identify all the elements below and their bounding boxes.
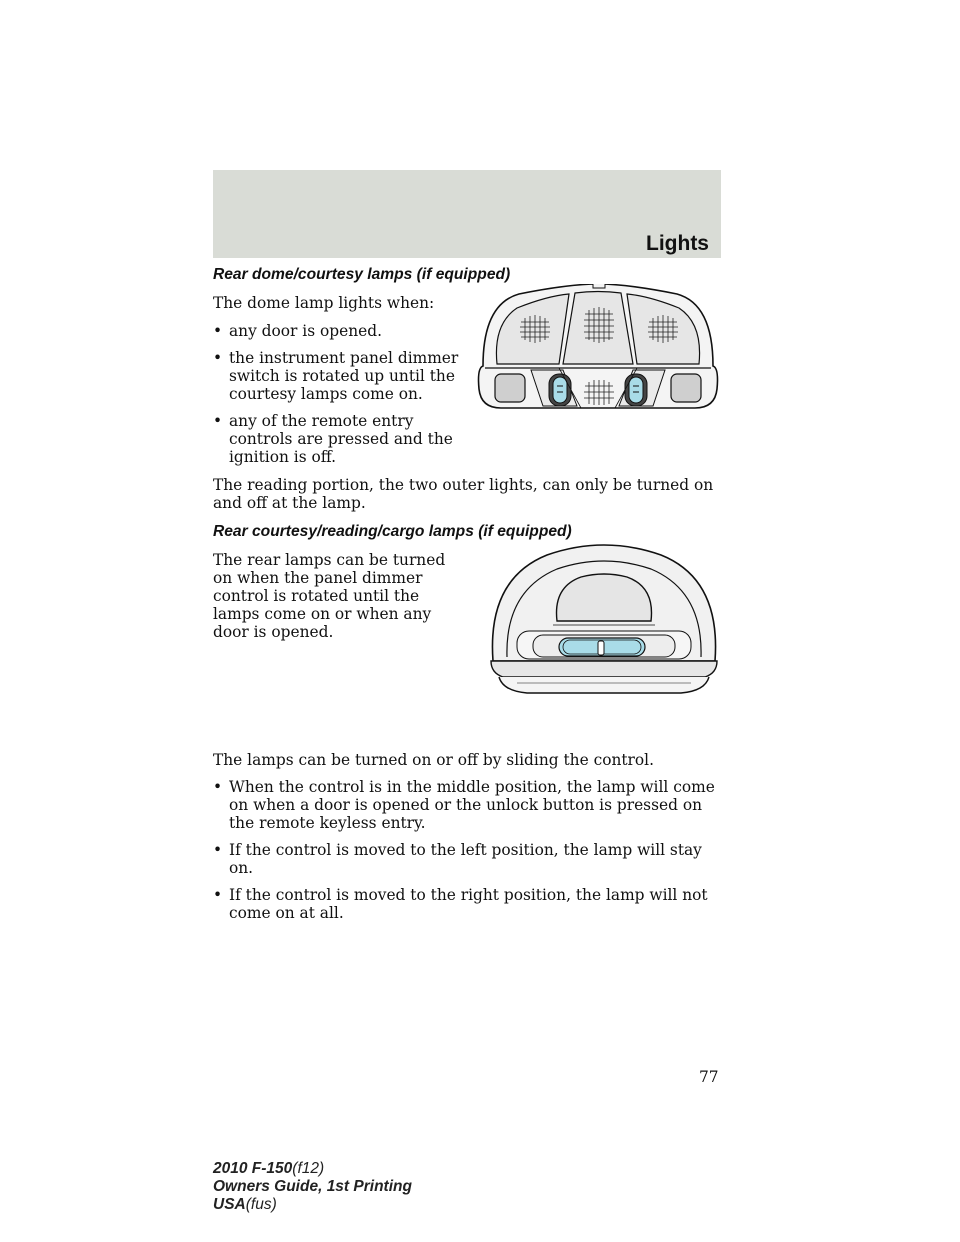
section-title: Lights bbox=[646, 232, 709, 255]
region-name: USA bbox=[213, 1196, 246, 1213]
rear-courtesy-section bbox=[213, 523, 721, 641]
model-name: 2010 F-150 bbox=[213, 1160, 293, 1177]
print-info-line-1 bbox=[213, 1160, 412, 1178]
list-item: • If the control is moved to the right position, the lamp will not come on at all. bbox=[213, 886, 721, 922]
list-item: • When the control is in the middle position, the lamp will come on when a door is opened or the unlock button is pressed on the remote keyless entry. bbox=[213, 778, 721, 832]
model-code: (f12) bbox=[292, 1160, 325, 1177]
print-info-line-3 bbox=[213, 1196, 412, 1214]
list-item: • any door is opened. bbox=[213, 322, 463, 340]
region-code: (fus) bbox=[245, 1196, 277, 1213]
rear-dome-intro: The dome lamp lights when: bbox=[213, 294, 435, 312]
rear-courtesy-heading: Rear courtesy/reading/cargo lamps (if equipped) bbox=[213, 523, 572, 540]
rear-dome-section bbox=[213, 266, 721, 512]
slide-control-section bbox=[213, 751, 721, 922]
page-content bbox=[213, 266, 721, 922]
page-number: 77 bbox=[699, 1068, 719, 1086]
rear-dome-heading: Rear dome/courtesy lamps (if equipped) bbox=[213, 266, 511, 283]
dome-lamp-illustration bbox=[477, 284, 719, 409]
cargo-lamp-illustration bbox=[487, 539, 721, 699]
list-item: • any of the remote entry controls are pressed and the ignition is off. bbox=[213, 412, 463, 466]
section-header-bar bbox=[213, 170, 721, 258]
slide-control-intro: The lamps can be turned on or off by sliding the control. bbox=[213, 751, 654, 769]
rear-courtesy-text bbox=[213, 551, 463, 641]
rear-dome-text bbox=[213, 294, 463, 466]
print-info-line-2: Owners Guide, 1st Printing bbox=[213, 1178, 412, 1195]
rear-dome-closing: The reading portion, the two outer lights, can only be turned on and off at the lamp. bbox=[213, 476, 714, 512]
list-item: • the instrument panel dimmer switch is rotated up until the courtesy lamps come on. bbox=[213, 349, 463, 403]
rear-dome-bullet-list bbox=[213, 322, 463, 466]
list-item: • If the control is moved to the left position, the lamp will stay on. bbox=[213, 841, 721, 877]
rear-courtesy-body: The rear lamps can be turned on when the panel dimmer control is rotated until the lamps come on or when any door is opened. bbox=[213, 551, 446, 641]
print-info bbox=[213, 1160, 412, 1214]
slide-control-bullet-list bbox=[213, 778, 721, 922]
